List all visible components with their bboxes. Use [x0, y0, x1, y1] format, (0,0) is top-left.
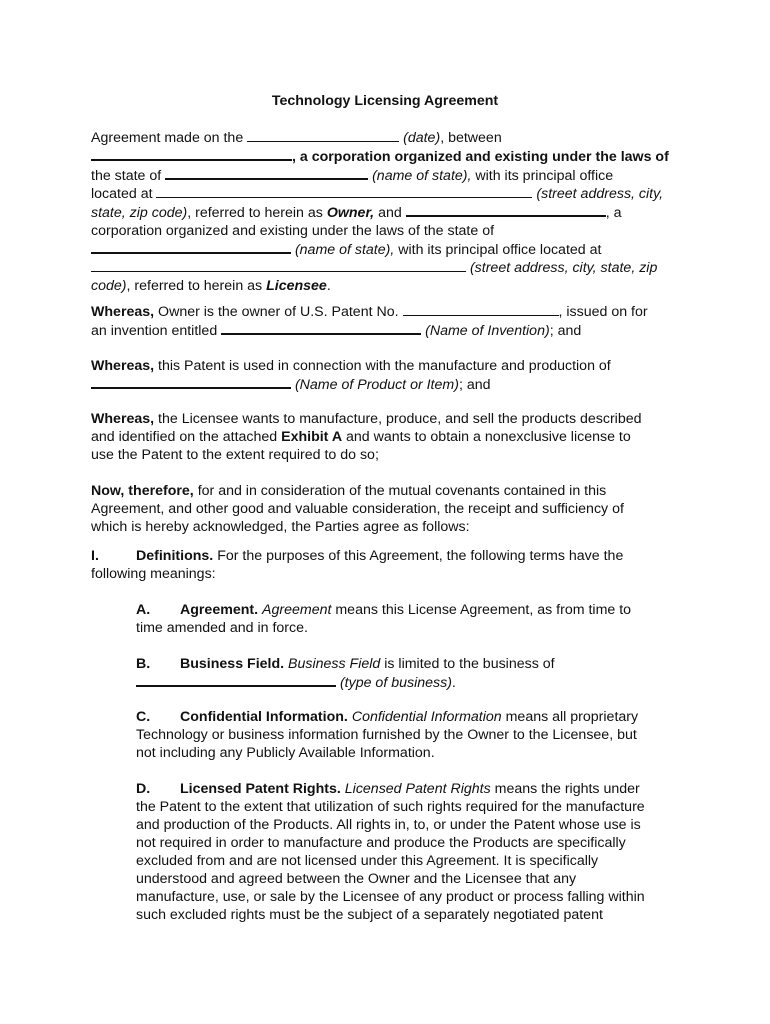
- section-definitions: [91, 547, 691, 583]
- now-therefore-label: Now, therefore,: [91, 483, 194, 499]
- definition-text: manufacture, use, or sale by the Licensee of any product or process falling within: [136, 889, 645, 905]
- whereas-patent-paragraph: [91, 303, 691, 340]
- owner-address-blank: [156, 185, 532, 198]
- definition-text: understood and agreed between the Owner and the Licensee that any: [136, 871, 577, 887]
- definition-term: Business Field: [288, 656, 381, 672]
- whereas-text: Owner is the owner of U.S. Patent No.: [154, 304, 403, 320]
- intro-text: , a corporation organized and existing under the laws of: [292, 149, 669, 165]
- definition-letter: A.: [136, 602, 151, 618]
- intro-text: corporation organized and existing under the laws of the state of: [91, 223, 495, 239]
- licensee-name-blank: [406, 203, 606, 217]
- definition-term: Licensed Patent Rights: [344, 781, 491, 797]
- whereas-product-paragraph: [91, 357, 691, 394]
- definition-heading: Agreement.: [180, 602, 259, 618]
- definition-term: Confidential Information: [351, 709, 502, 725]
- definition-heading: Business Field.: [180, 656, 285, 672]
- whereas-hint: (Name of Invention): [421, 323, 550, 339]
- definition-text: and production of the Products. All rights in, to, or under the Patent whose use is: [136, 817, 641, 833]
- date-blank: [247, 129, 399, 142]
- intro-text: .: [326, 278, 331, 294]
- intro-hint: code): [91, 278, 127, 294]
- definition-business-field: [136, 655, 696, 692]
- intro-text: with its principal office: [471, 168, 614, 184]
- section-number: I.: [91, 548, 99, 564]
- definition-text: is limited to the business of: [380, 656, 555, 672]
- intro-text: Agreement made on the: [91, 130, 248, 146]
- section-text: For the purposes of this Agreement, the following terms have the: [213, 548, 624, 564]
- owner-state-blank: [165, 166, 368, 180]
- intro-hint: state, zip code): [91, 205, 188, 221]
- definition-text: time amended and in force.: [136, 620, 308, 636]
- licensee-state-blank: [91, 240, 291, 254]
- whereas-text: and wants to obtain a nonexclusive license to: [342, 429, 631, 445]
- whereas-label: Whereas,: [91, 304, 155, 320]
- definition-text: means this License Agreement, as from time to: [331, 602, 632, 618]
- definition-heading: Licensed Patent Rights.: [180, 781, 341, 797]
- licensee-address-blank: [91, 259, 466, 272]
- document-title: Technology Licensing Agreement: [271, 93, 499, 109]
- whereas-text: , issued on for: [558, 304, 648, 320]
- section-heading: Definitions.: [136, 548, 214, 564]
- owner-name-blank: [91, 147, 292, 161]
- now-therefore-text: which is hereby acknowledged, the Parties agree as follows:: [91, 519, 470, 535]
- intro-text: the state of: [91, 168, 166, 184]
- definition-text: Technology or business information furnished by the Owner to the Licensee, but: [136, 727, 637, 743]
- intro-date-hint: (date): [399, 130, 441, 146]
- intro-paragraph: [91, 129, 691, 295]
- definition-text: excluded from and are not licensed under this Agreement. It is specifically: [136, 853, 599, 869]
- whereas-text: the Licensee wants to manufacture, produce, and sell the products described: [154, 411, 642, 427]
- licensee-term: Licensee: [266, 278, 327, 294]
- definition-text: not required in order to manufacture and produce the Products are specifically: [136, 835, 626, 851]
- definition-text: .: [451, 675, 456, 691]
- whereas-license-paragraph: [91, 410, 691, 464]
- product-name-blank: [91, 375, 291, 389]
- definition-letter: C.: [136, 709, 151, 725]
- intro-hint: (name of state),: [368, 168, 472, 184]
- definition-letter: B.: [136, 656, 151, 672]
- definition-term: Agreement: [262, 602, 332, 618]
- invention-name-blank: [221, 321, 421, 335]
- definition-text: means all proprietary: [501, 709, 639, 725]
- intro-text: , referred to herein as: [187, 205, 327, 221]
- intro-text: with its principal office located at: [394, 242, 602, 258]
- now-therefore-text: Agreement, and other good and valuable consideration, the receipt and sufficiency of: [91, 501, 624, 517]
- whereas-text: ; and: [458, 377, 491, 393]
- whereas-text: an invention entitled: [91, 323, 222, 339]
- definition-letter: D.: [136, 781, 151, 797]
- owner-term: Owner,: [326, 205, 375, 221]
- intro-hint: (street address, city, state, zip: [466, 260, 658, 276]
- definition-text: not including any Publicly Available Information.: [136, 745, 435, 761]
- definition-licensed-patent-rights: [136, 780, 696, 924]
- whereas-label: Whereas,: [91, 358, 155, 374]
- intro-hint: (street address, city,: [532, 186, 664, 202]
- intro-text: , a: [605, 205, 622, 221]
- exhibit-reference: Exhibit A: [281, 429, 343, 445]
- definition-text: the Patent to the extent that utilization of such rights required for the manufacture: [136, 799, 645, 815]
- now-therefore-text: for and in consideration of the mutual covenants contained in this: [193, 483, 607, 499]
- definition-text: means the rights under: [490, 781, 640, 797]
- intro-text: and: [374, 205, 406, 221]
- whereas-text: this Patent is used in connection with the manufacture and production of: [154, 358, 611, 374]
- intro-hint: (name of state),: [291, 242, 395, 258]
- definition-text: such excluded rights must be the subject of a separately negotiated patent: [136, 907, 603, 923]
- business-type-blank: [136, 673, 336, 687]
- whereas-text: ; and: [549, 323, 582, 339]
- definition-confidential-information: [136, 708, 696, 762]
- whereas-label: Whereas,: [91, 411, 155, 427]
- whereas-hint: (Name of Product or Item): [291, 377, 459, 393]
- now-therefore-paragraph: [91, 482, 691, 536]
- whereas-text: and identified on the attached: [91, 429, 282, 445]
- intro-text: located at: [91, 186, 157, 202]
- definition-hint: (type of business): [336, 675, 452, 691]
- whereas-text: use the Patent to the extent required to do so;: [91, 447, 379, 463]
- section-text: following meanings:: [91, 566, 216, 582]
- intro-text: , referred to herein as: [126, 278, 267, 294]
- intro-text: , between: [440, 130, 502, 146]
- definition-heading: Confidential Information.: [180, 709, 348, 725]
- patent-number-blank: [403, 303, 559, 316]
- definition-agreement: [136, 601, 696, 637]
